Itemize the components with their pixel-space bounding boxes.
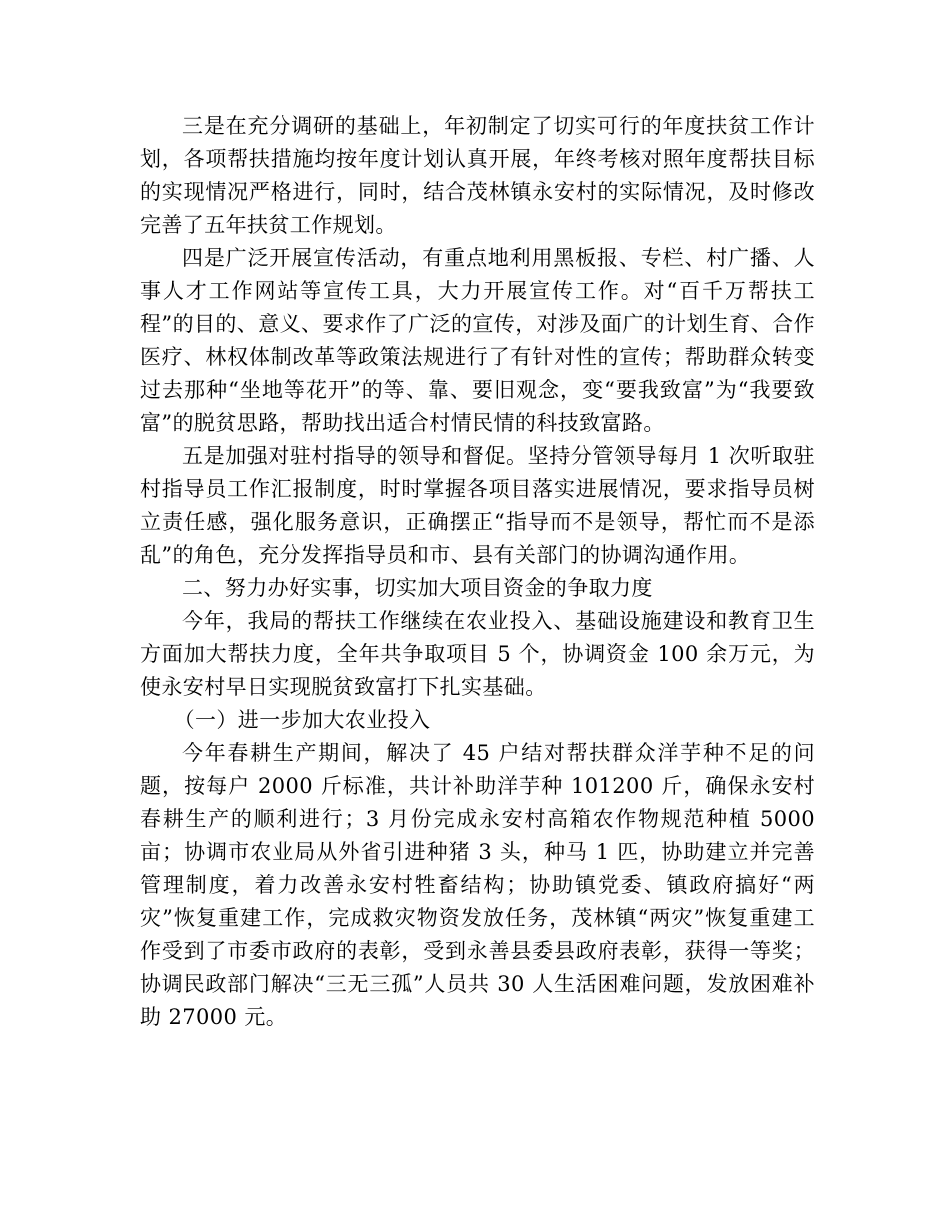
paragraph-planning: 三是在充分调研的基础上，年初制定了切实可行的年度扶贫工作计划，各项帮扶措施均按年度计划认真开展，年终考核对照年度帮扶目标的实现情况严格进行，同时，结合茂林镇永安村的实际情况，及时修改完善了五年扶贫工作规划。 xyxy=(140,114,815,237)
subsection-heading: （一）进一步加大农业投入 xyxy=(173,708,431,732)
section-heading: 二、努力办好实事，切实加大项目资金的争取力度 xyxy=(182,576,653,600)
document-body xyxy=(140,110,815,1034)
paragraph-publicity: 四是广泛开展宣传活动，有重点地利用黑板报、专栏、村广播、人事人才工作网站等宣传工具，大力开展宣传工作。对“百千万帮扶工程”的目的、意义、要求作了广泛的宣传，对涉及面广的计划生育、合作医疗、林权体制改革等政策法规进行了有针对性的宣传；帮助群众转变过去那种“坐地等花开”的等、靠、要旧观念，变“要我致富”为“我要致富”的脱贫思路，帮助找出适合村情民情的科技致富路。 xyxy=(140,246,815,435)
subsection-paragraph: 今年春耕生产期间，解决了 45 户结对帮扶群众洋芋种不足的问题，按每户 2000 斤标准，共计补助洋芋种 101200 斤，确保永安村春耕生产的顺利进行；3 月份完成永安村高箱农作物规范种植 5000 亩；协调市农业局从外省引进种猪 3 头，种马 1 匹，协助建立并完善管理制度，着力改善永安村牲畜结构；协助镇党委、镇政府搞好“两灾”恢复重建工作，完成救灾物资发放任务，茂林镇“两灾”恢复重建工作受到了市委市政府的表彰，受到永善县委县政府表彰，获得一等奖；协调民政部门解决“三无三孤”人员共 30 人生活困难问题，发放困难补助 27000 元。 xyxy=(140,741,815,1029)
section-paragraph: 今年，我局的帮扶工作继续在农业投入、基础设施建设和教育卫生方面加大帮扶力度，全年共争取项目 5 个，协调资金 100 余万元，为使永安村早日实现脱贫致富打下扎实基础。 xyxy=(140,609,815,699)
paragraph-supervision: 五是加强对驻村指导的领导和督促。坚持分管领导每月 1 次听取驻村指导员工作汇报制度，时时掌握各项目落实进展情况，要求指导员树立责任感，强化服务意识，正确摆正“指导而不是领导，帮忙而不是添乱”的角色，充分发挥指导员和市、县有关部门的协调沟通作用。 xyxy=(140,444,815,567)
